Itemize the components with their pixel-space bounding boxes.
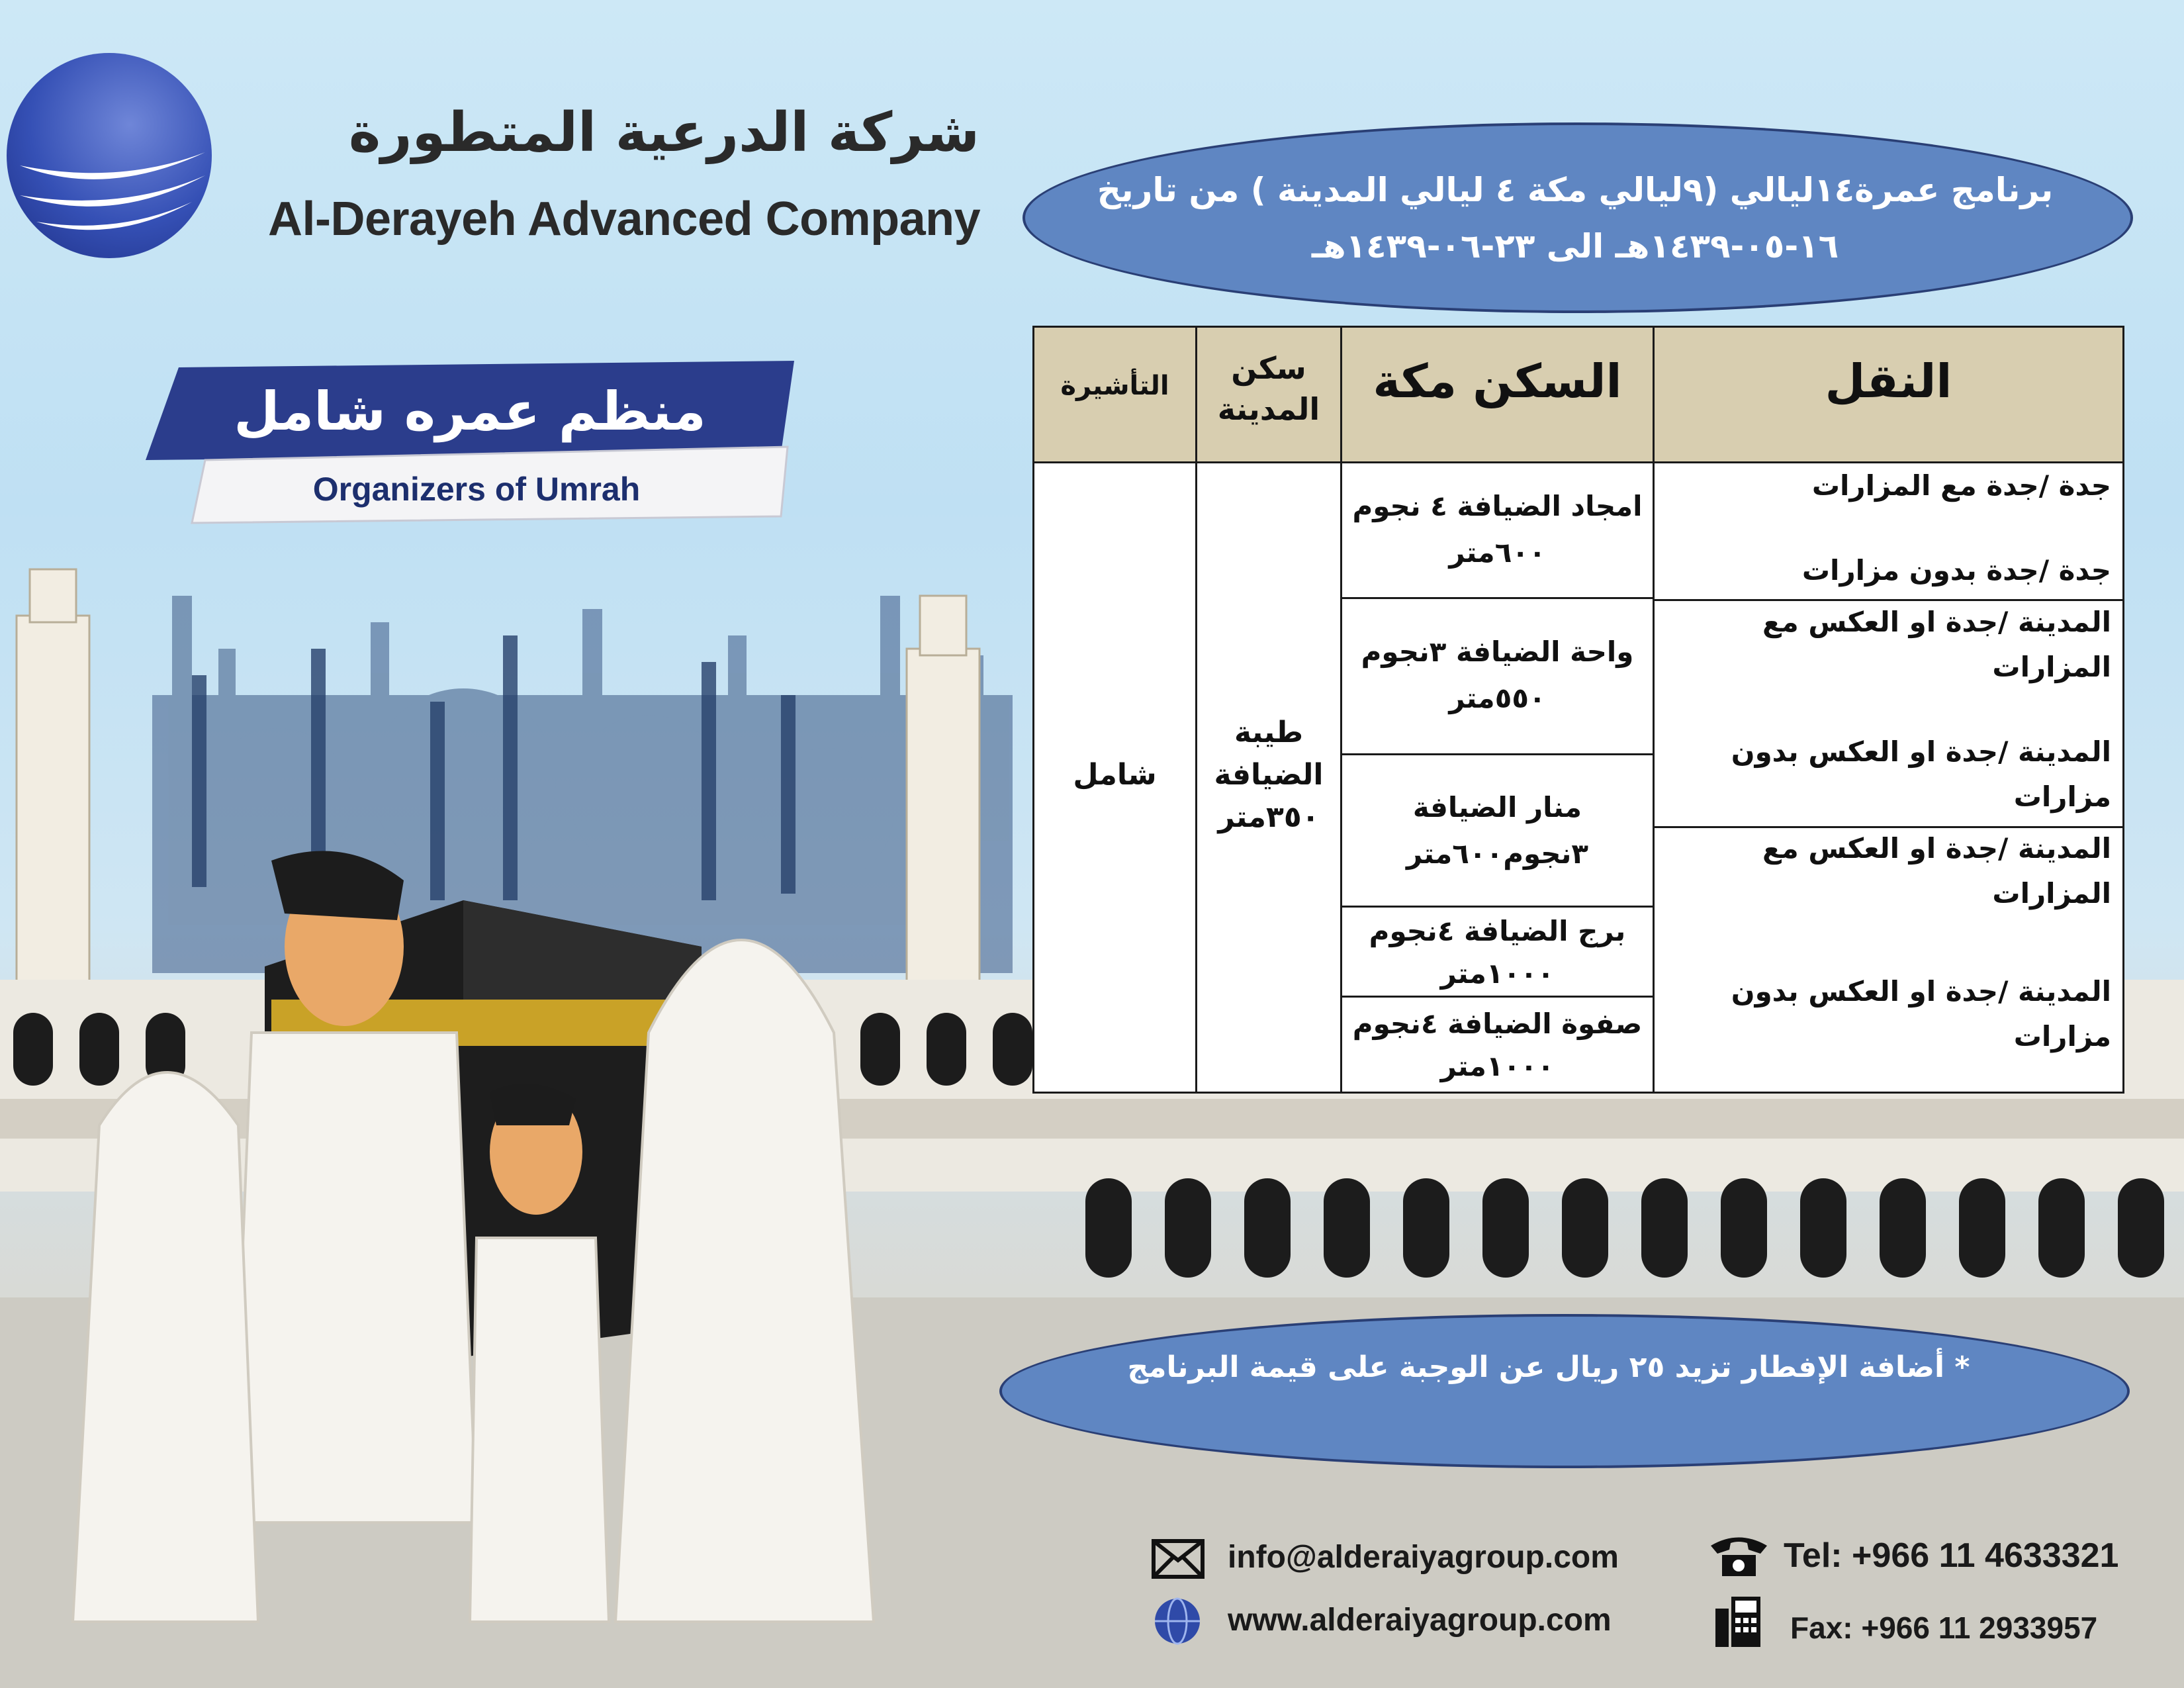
mecca-hotel-5: صفوة الضيافة ٤نجوم ١٠٠٠متر [1352,1008,1643,1082]
mecca-hotel-2: واحة الضيافة ٣نجوم ٥٥٠متر [1361,635,1634,714]
transport-cell-2: المدينة /جدة او العكس مع المزارات المدينة /جدة او العكس بدون مزارات [1731,606,2111,813]
lower-arches [1085,1178,2164,1278]
contact-tel[interactable]: Tel: +966 11 4633321 [1784,1536,2119,1575]
header-medina-housing: سكن المدينة [1217,350,1320,427]
breakfast-note: * أضافة الإفطار تزيد ٢٥ ريال عن الوجبة على قيمة البرنامج [1127,1350,1970,1384]
medina-hotel: طيبة الضيافة ٣٥٠متر [1214,716,1324,834]
fax-icon [1714,1595,1762,1648]
program-title-line1: برنامج عمرة١٤ليالي (٩ليالي مكة ٤ ليالي المدينة ) من تاريخ [1097,171,2054,209]
organizer-label-arabic: منظم عمره شامل [234,381,706,442]
telephone-icon [1707,1532,1770,1579]
transport-cell-1: جدة /جدة مع المزارات جدة /جدة بدون مزارات [1801,469,2111,586]
visa-value: شامل [1073,758,1157,792]
globe-icon [1153,1597,1202,1646]
envelope-icon [1152,1539,1205,1579]
note-pill [999,1314,2130,1468]
organizer-label-english: Organizers of Umrah [312,471,641,508]
program-title-line2: ١٦-٠٥-١٤٣٩هـ الى ٢٣-٠٦-١٤٣٩هـ [1311,227,1839,265]
header-transport: النقل [1825,354,1952,408]
mecca-hotel-3: منار الضيافة ٣نجوم٦٠٠متر [1406,791,1588,870]
brand-name-english: Al-Derayeh Advanced Company [268,193,981,246]
city-skyline [152,596,1013,973]
mecca-hotel-1: امجاد الضيافة ٤ نجوم ٦٠٠متر [1352,490,1643,569]
contact-website[interactable]: www.alderaiyagroup.com [1228,1603,1612,1638]
program-title [1085,162,2065,275]
header-mecca-housing: السكن مكة [1373,354,1622,408]
contact-email[interactable]: info@alderaiyagroup.com [1228,1540,1619,1575]
contact-fax[interactable]: Fax: +966 11 2933957 [1790,1611,2098,1645]
mecca-hotel-4: برج الضيافة ٤نجوم ١٠٠٠متر [1369,915,1626,990]
header-visa: التأشيرة [1060,371,1169,401]
transport-cell-3: المدينة /جدة او العكس مع المزارات المدينة /جدة او العكس بدون مزارات [1731,832,2111,1053]
logo-swoosh-icon [7,53,212,258]
brand-name-arabic: شركة الدرعية المتطورة [348,101,979,164]
